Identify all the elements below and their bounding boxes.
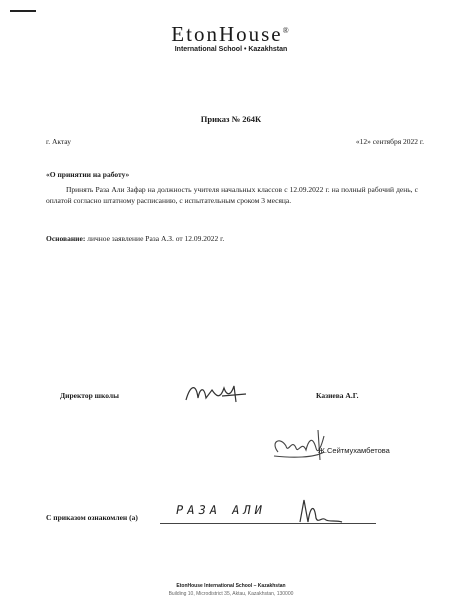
director-name: Казиева А.Г. xyxy=(316,391,359,400)
employee-signature xyxy=(296,496,346,526)
basis-text: личное заявление Раза А.З. от 12.09.2022 г. xyxy=(85,234,225,243)
acknowledgement-handwritten-name: РАЗА АЛИ xyxy=(174,503,268,517)
scan-corner-mark xyxy=(10,10,36,12)
order-title: Приказ № 264К xyxy=(200,114,262,124)
second-signatory-name: Ж.Сейтмухамбетова xyxy=(318,446,390,455)
footer-address: Building 10, Microdistrict 35, Aktau, Kazakhstan, 130000 xyxy=(168,591,294,597)
school-subtitle: International School • Kazakhstan xyxy=(174,46,288,53)
director-signature xyxy=(182,378,262,408)
order-city: г. Актау xyxy=(46,137,72,146)
order-basis xyxy=(46,234,224,243)
director-role: Директор школы xyxy=(60,391,119,400)
acknowledgement-label: С приказом ознакомлен (а) xyxy=(46,513,138,522)
registered-mark: ® xyxy=(282,26,291,35)
school-name: EtonHouse® xyxy=(171,22,291,46)
order-date: «12» сентября 2022 г. xyxy=(355,137,424,146)
order-body: Принять Раза Али Зафар на должность учителя начальных классов с 12.09.2022 г. на полный рабочий день, с оплатой согласно штатному расписанию, с испытательным сроком 3 месяца. xyxy=(46,185,418,205)
order-subject: «О принятии на работу» xyxy=(46,170,130,179)
letterhead-logo xyxy=(0,22,462,53)
basis-label: Основание: xyxy=(46,234,86,243)
footer-org: EtonHouse International School – Kazakhstan xyxy=(176,583,286,589)
